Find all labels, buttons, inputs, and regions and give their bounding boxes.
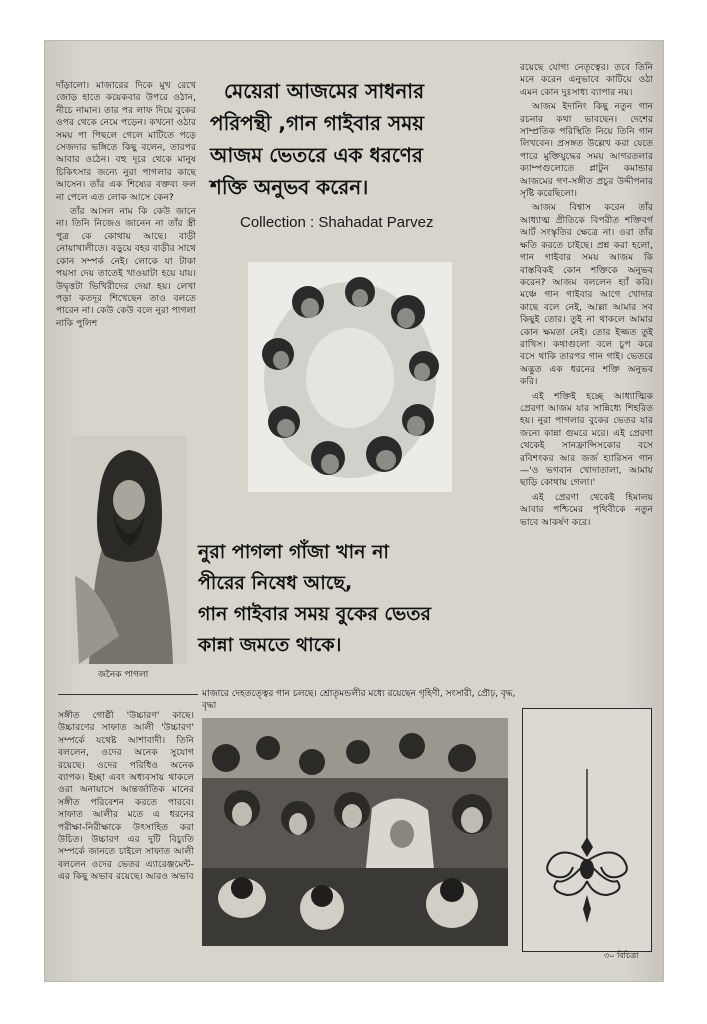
headline-top-line-1: মেয়েরা আজমের সাধনার (224, 79, 425, 103)
decorative-ornament-icon (523, 709, 651, 951)
page-number: ৩০ বিচিত্রা (604, 951, 639, 960)
collection-watermark: Collection : Shahadat Parvez (240, 214, 434, 231)
left-column-text (56, 80, 196, 412)
portrait-photo-art (69, 436, 187, 664)
right-paragraph-2: আজম ইদানিং কিছু নতুন গান রচনার কথা ভাবছেন। দেশের সাম্প্রতিক পরিস্থিতি নিয়ে তিনি গান লিখবেন। প্রসঙ্গত উল্লেখ করা যেতে পারে মুক্তিযুদ্ধের সময় আগরতলার ক্যাম্পগুলোতে প্লাটুন কমান্ডার আজমের গণ-সঙ্গীত প্রচুর উদ্দীপনার সৃষ্টি করেছিলো। (520, 101, 653, 200)
headline-middle-line-1: নুরা পাগলা গাঁজা খান না (198, 541, 389, 563)
caption-portrait: জনৈক পাগলা (98, 670, 149, 680)
headline-middle-line-2: পীরের নিষেধ আছে, (198, 572, 353, 594)
right-paragraph-5: এই প্রেরণা থেকেই হিমালয় আবার পশ্চিমের পৃথিবীকে নতুন ভাবে আকর্ষণ করে। (520, 491, 653, 528)
left-paragraph-1: দাঁড়ালো। মাজারের দিকে মুখ রেখে জোড় হাতে কয়েকবার উপরে ওঠান, নীচে নামান। তার পর লাফ দিয়ে বুকের ওপর থেকে নেমে পড়েন। কখনো ওঠার সময় পা পিছলে গেলে মাটিতে পড়ে সেজদার ভঙ্গিতে কিছু বলেন, তারপর আবার ওঠেন। বহু দূরে থেকে মানুষ চিকিৎসার জন্যে নুরা পাগলার কাছে আসেন। তাঁর এক শিষ্যের বক্তব্য ফল না পেলে এত লোক আসে কেন? (56, 80, 196, 203)
bottom-left-column-text (58, 710, 194, 948)
right-paragraph-4: এই শক্তিই হচ্ছে আধ্যাত্মিক প্রেরণা আজম যার সান্নিধ্যে শিহরিত হয়। নুরা পাগলার বুকের ভেতর যার জন্যে কান্না গুমরে মরে। এই প্রেরণা থেকেই সানফ্রান্সিসকোর বসে রবিশংকর আর জর্জ হ্যারিসন গান—'ও ভগবান খোদাতালা, আমায় ছাড়ি কোথায় গেলা।' (520, 390, 653, 489)
headline-middle-line-4: কান্না জমতে থাকে। (198, 634, 342, 656)
right-column-text (520, 62, 653, 698)
portrait-photo (69, 436, 187, 664)
group-circle-photo-art (248, 262, 452, 492)
right-paragraph-3: আজম বিশ্বাস করেন তাঁর আধ্যাত্ম প্রীতিকে বিপরীত শক্তিবর্গ আর্ট সংস্কৃতির ক্ষেত্রে না। ওরা তাঁর ক্ষতি করতে চাইছে। প্রশ্ন করা হলো, গান গাইবার সময় আজম কি বাস্তবিকই কোন শক্তিকে অনুভব করেন? আজম বললেন হ্যাঁ করি। মঞ্চে গান গাইবার আগে খোদার কাছে বলে নেই, আল্লা আমার সব কিছুই তোর। তুই না থাকলে আমার কোন ক্ষমতা নেই। তোর ইজ্জত তুই রাখিস। কথাগুলো বলে চুপ করে বসে থাকি তারপর গান গাই। ভেতরে অদ্ভুত এক ধরনের শক্তি অনুভব করি। (520, 202, 653, 388)
crowd-photo-art (202, 718, 508, 946)
left-paragraph-2: তাঁর আসল নাম কি কেউ জানে না। তিনি নিজেও জানেন না তাঁর স্ত্রী পুত্র কে কোথায় আছে। বাড়ী নোয়াখালীতে। বড়ুয়ে বহর বাড়ীর সাথে কোন সম্পর্ক নেই। লোকে যা টাকা পয়সা দেয় তাতেই খাওয়াটা হয়ে যায়। উদ্বৃত্তটা ভিখিরীদের দেয়া হয়। লেখা পড়া কতদূর শিখেছেন তাও বলতে পারেন না। কেউ কেউ বলে নুরা পাগলা নাকি পুলিশ (56, 206, 196, 329)
divider-rule (58, 694, 198, 695)
headline-top (210, 75, 515, 203)
headline-middle-line-3: গান গাইবার সময় বুকের ভেতর (198, 603, 431, 625)
bottom-left-paragraph-1: সঙ্গীত গোষ্ঠী 'উচ্চারণ' কাছে। উচ্চারণের সাফাত আলী 'উচ্চারণ' সম্পর্কে যথেষ্ট আশাবাদী। তিনি বললেন, ওদের অনেক সুযোগ রয়েছে। ওদের পরিধিও অনেক ব্যাপক। ইচ্ছা এবং অধ্যবসায় থাকলে ওরা অনায়াসে আন্তর্জাতিক মানের সঙ্গীত পরিবেশন করতে পারবে। সাফাত আলীর মতে এ ধরনের পরীক্ষা-নিরীক্ষাকে উৎসাহিত করা উচিত। উচ্চারণ এর দুটি বিচ্যুতি সম্পর্কে জানতে চাইলে সাফাত আলী বললেন ওদের ভেতর এ্যারেঞ্জমেন্ট-এর কিছু অভাব রয়েছে। আরও অভাব (58, 710, 194, 883)
crowd-photo (202, 718, 508, 946)
group-circle-photo (248, 262, 452, 492)
headline-top-line-3: আজম ভেতরে এক ধরণের (210, 143, 423, 167)
ornament-box (522, 708, 652, 952)
headline-top-line-2: পরিপন্থী ,গান গাইবার সময় (210, 111, 425, 135)
caption-crowd: মাজারে দেহতত্ত্বের গান চলছে। শ্রোতৃমন্ডলীর মধ্যে রয়েছেন গৃহিণী, সংসারী, প্রৌঢ়, বৃদ্ধ, বৃদ্ধা (202, 689, 516, 711)
headline-top-line-4: শক্তি অনুভব করেন। (210, 175, 369, 199)
right-paragraph-1: রয়েছে যোগ্য নেতৃত্বের। তবে তিনি মনে করেন এনুভাবে কাটিয়ে ওঠা এমন কোন দুঃসাধ্য ব্যাপার নয়। (520, 62, 653, 98)
headline-middle (198, 537, 514, 661)
